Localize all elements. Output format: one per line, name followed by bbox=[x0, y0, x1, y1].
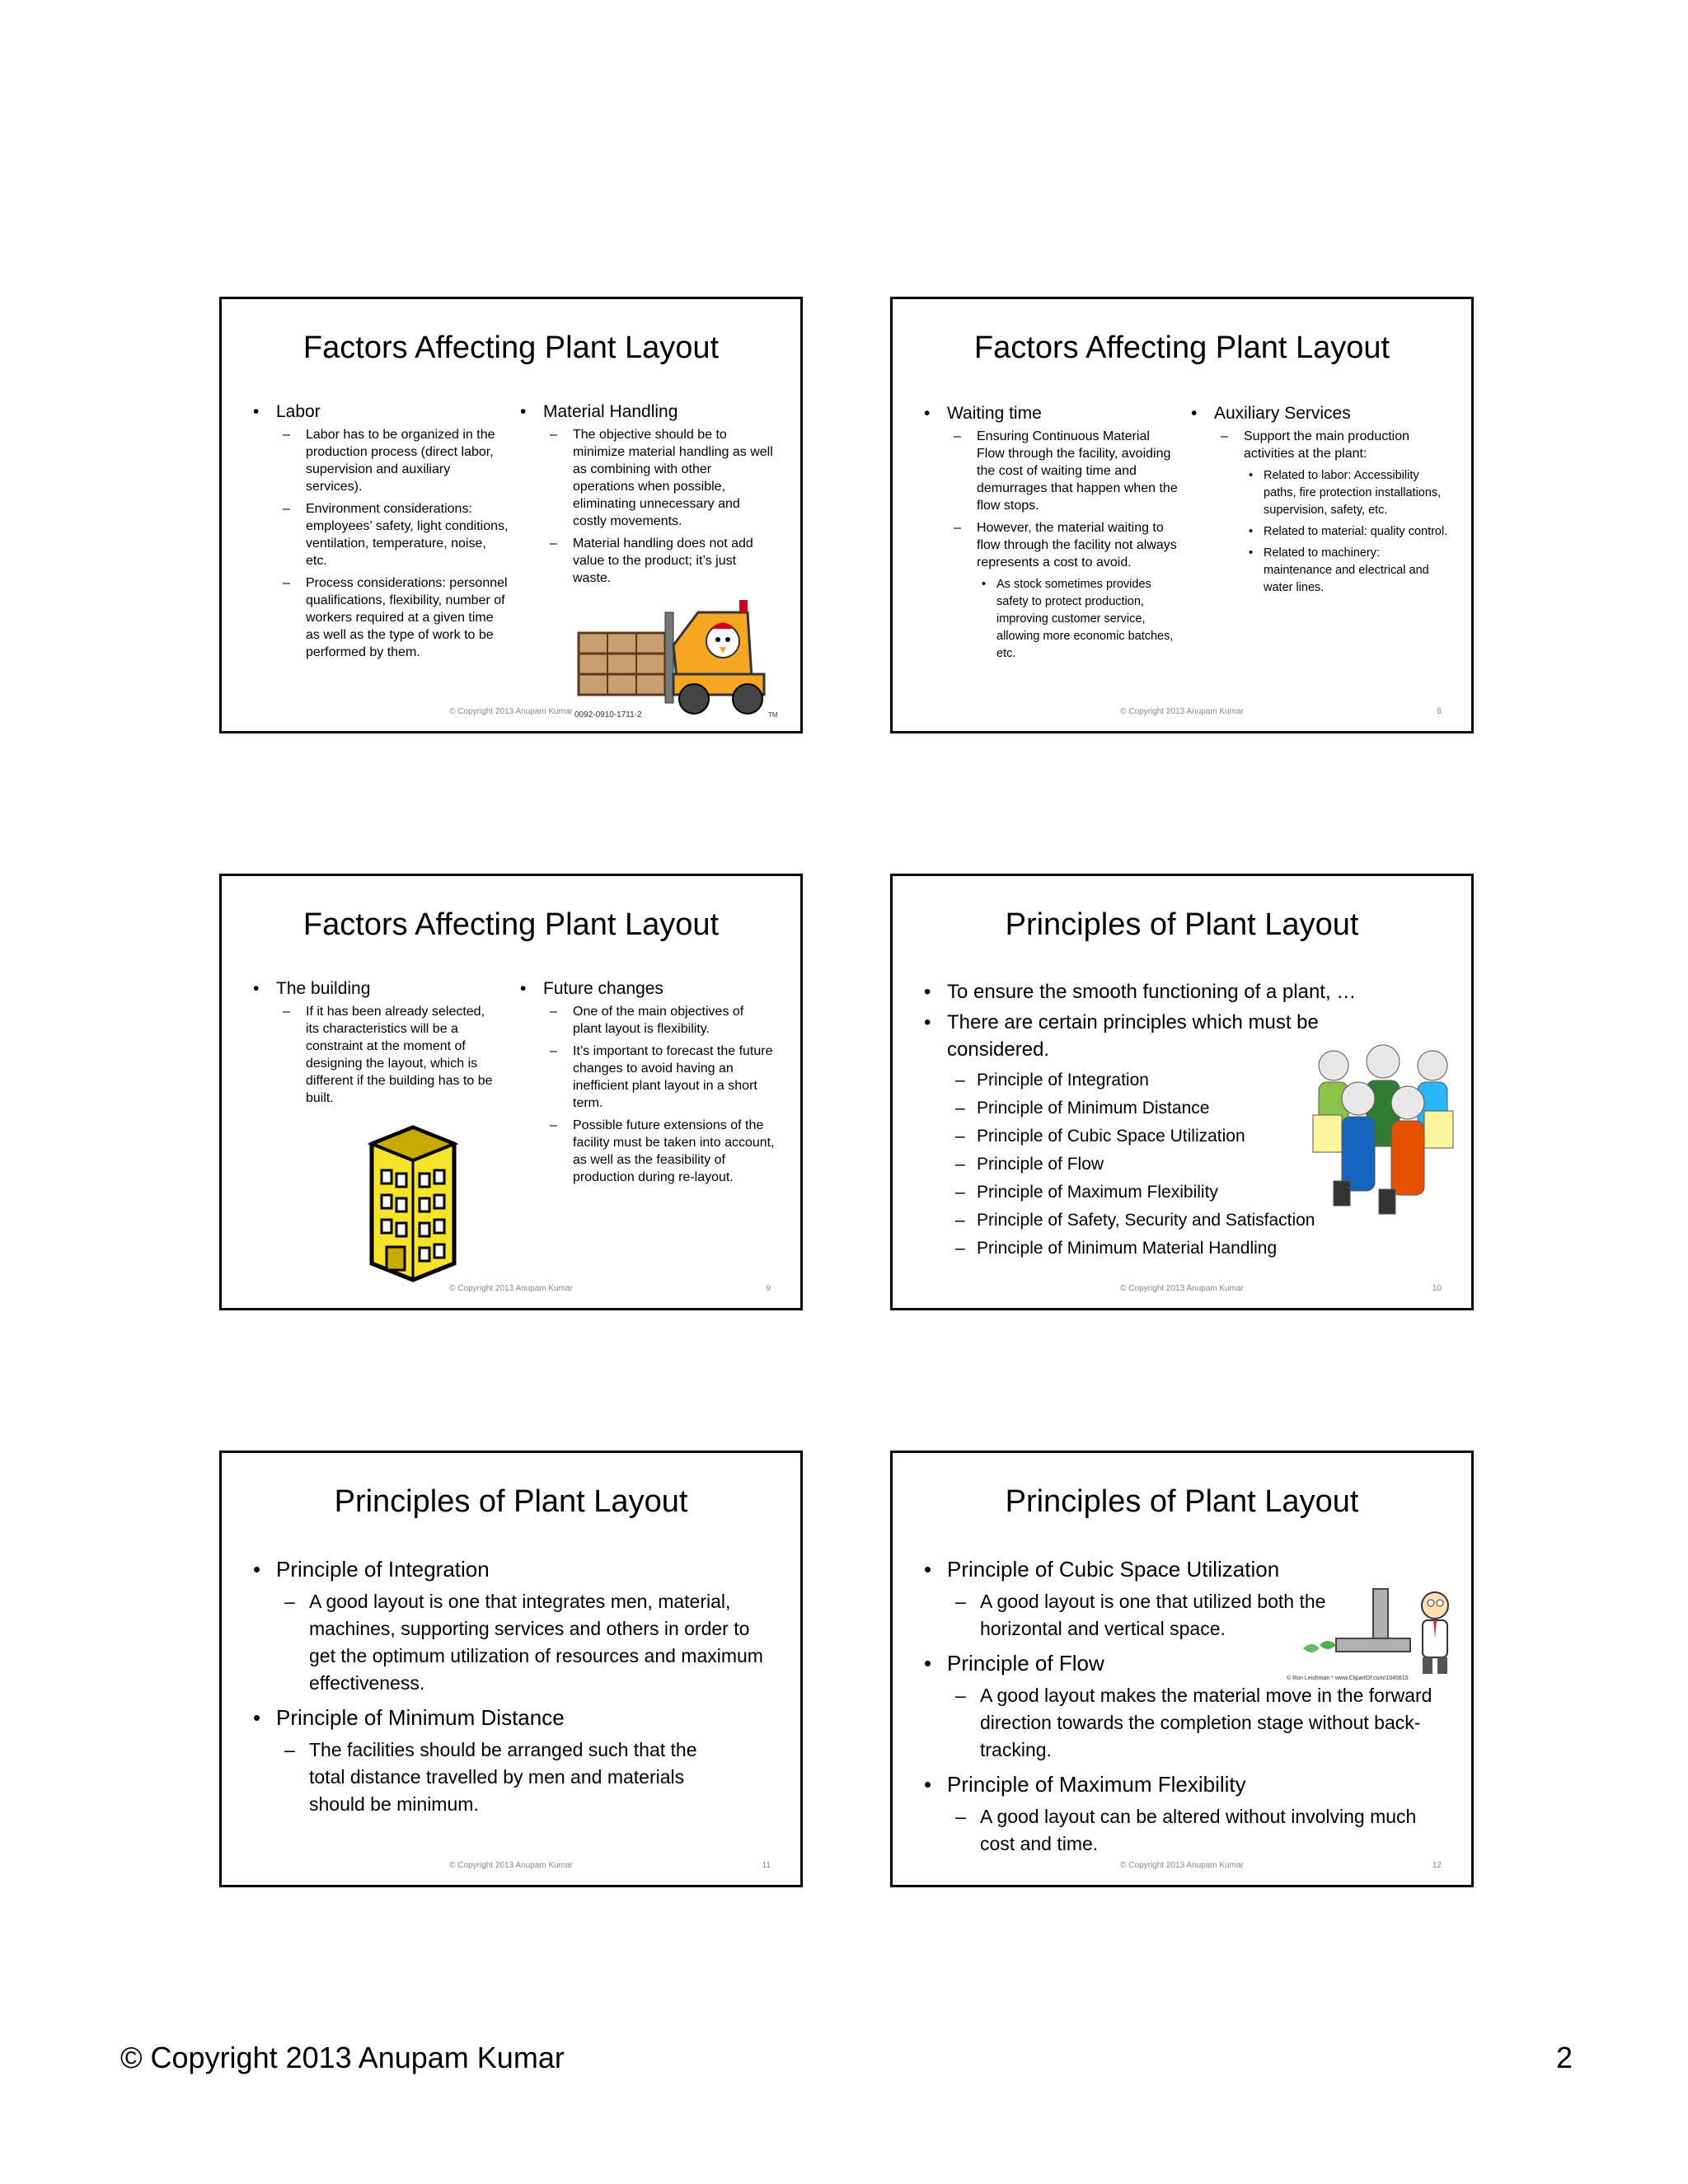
slide-footer: © Copyright 2013 Anupam Kumar bbox=[1120, 1284, 1244, 1293]
slide-7 bbox=[219, 297, 803, 733]
slide-footer: © Copyright 2013 Anupam Kumar bbox=[449, 1284, 573, 1293]
list-item: – Principle of Minimum Material Handling bbox=[954, 1235, 1451, 1263]
business-people-illustration bbox=[1301, 1041, 1465, 1230]
bullet-future-changes: • Future changes bbox=[520, 978, 776, 1000]
forklift-illustration bbox=[574, 596, 789, 719]
slide-footer: © Copyright 2013 Anupam Kumar bbox=[1120, 707, 1244, 716]
slide-footer: © Copyright 2013 Anupam Kumar bbox=[1120, 1861, 1244, 1870]
list-item: – It’s important to forecast the future changes to avoid having an inefficient plant layout in a short term. bbox=[548, 1043, 776, 1112]
slide-title: Factors Affecting Plant Layout bbox=[302, 330, 720, 365]
bullet-labor: • Labor bbox=[253, 401, 509, 423]
list-item: – Support the main production activities at the plant: bbox=[1219, 428, 1451, 462]
list-item: – Principle of Minimum Distance bbox=[954, 1094, 1451, 1122]
list-item: – A good layout is one that utilized both the horizontal and vertical space. bbox=[954, 1588, 1367, 1643]
slide-title: Principles of Plant Layout bbox=[1005, 1484, 1359, 1519]
slide-number: 8 bbox=[1437, 707, 1442, 716]
bullet-principle-of-cubic-space: • Principle of Cubic Space Utilization bbox=[924, 1555, 1451, 1583]
list-item: – A good layout can be altered without involving much cost and time. bbox=[954, 1803, 1451, 1858]
list-item: – Principle of Safety, Security and Satisfaction bbox=[954, 1207, 1451, 1235]
trademark-text: TM bbox=[768, 711, 778, 719]
list-item: – The facilities should be arranged such that the total distance travelled by men and materials should be minimum. bbox=[283, 1736, 738, 1818]
slide-11 bbox=[219, 1451, 803, 1887]
slide-number: 10 bbox=[1432, 1284, 1442, 1293]
list-item: – The objective should be to minimize material handling as well as combining with other operations when possible, eliminating unnecessary and costly movements. bbox=[548, 426, 776, 530]
slide-title: Principles of Plant Layout bbox=[334, 1484, 688, 1519]
list-item: – Principle of Cubic Space Utilization bbox=[954, 1122, 1451, 1151]
list-item: – Environment considerations: employees’ safety, light conditions, ventilation, temperature, noise, etc. bbox=[281, 500, 509, 569]
slide-footer: © Copyright 2013 Anupam Kumar bbox=[449, 707, 573, 716]
slide-10 bbox=[890, 874, 1474, 1310]
slide-8 bbox=[890, 297, 1474, 733]
list-item: – Material handling does not add value to the product; it’s just waste. bbox=[548, 535, 776, 587]
bullet-principle-of-minimum-distance: • Principle of Minimum Distance bbox=[253, 1704, 781, 1732]
list-item: – One of the main objectives of plant layout is flexibility. bbox=[548, 1003, 776, 1038]
slide-number: 11 bbox=[762, 1861, 771, 1870]
bullet-waiting-time: • Waiting time bbox=[924, 403, 1179, 424]
bullet-material-handling: • Material Handling bbox=[520, 401, 776, 423]
list-item: – Principle of Maximum Flexibility bbox=[954, 1179, 1451, 1207]
bullet-principle-of-flow: • Principle of Flow bbox=[924, 1649, 1451, 1677]
bullet-principle-of-maximum-flexibility: • Principle of Maximum Flexibility bbox=[924, 1770, 1451, 1798]
bullet-item: • There are certain principles which must be considered. bbox=[924, 1009, 1359, 1063]
list-item: – Labor has to be organized in the production process (direct labor, supervision and auxiliary services). bbox=[281, 426, 509, 495]
list-item: – A good layout makes the material move in the forward direction towards the completion stage without back-tracking. bbox=[954, 1682, 1451, 1764]
bullet-auxiliary-services: • Auxiliary Services bbox=[1191, 403, 1451, 424]
list-item: – Ensuring Continuous Material Flow through the facility, avoiding the cost of waiting time and demurrages that happen when the flow stops. bbox=[952, 428, 1179, 514]
slide-9 bbox=[219, 874, 803, 1310]
image-id-text: 0092-0910-1711-2 bbox=[574, 710, 642, 719]
list-item: – However, the material waiting to flow through the facility not always represents a cost to avoid. bbox=[952, 519, 1179, 571]
slide-title: Factors Affecting Plant Layout bbox=[302, 907, 720, 942]
slide-title: Factors Affecting Plant Layout bbox=[973, 330, 1390, 365]
slide-number: 12 bbox=[1432, 1861, 1442, 1870]
slide-12 bbox=[890, 1451, 1474, 1887]
list-item: – Principle of Integration bbox=[954, 1066, 1451, 1094]
cartoon-man-pipe-illustration bbox=[1287, 1581, 1468, 1684]
list-subitem: • Related to machinery: maintenance and electrical and water lines. bbox=[1245, 545, 1451, 597]
list-item: – Process considerations: personnel qualifications, flexibility, number of workers required at a given time as well as the type of work to be performed by them. bbox=[281, 574, 509, 661]
bullet-item: • To ensure the smooth functioning of a plant, … bbox=[924, 978, 1451, 1005]
page-copyright: © Copyright 2013 Anupam Kumar bbox=[120, 2041, 565, 2074]
list-item: – Principle of Flow bbox=[954, 1151, 1451, 1179]
bullet-principle-of-integration: • Principle of Integration bbox=[253, 1555, 781, 1583]
list-item: – A good layout is one that integrates men, material, machines, supporting services and others in order to get the optimum utilization of resources and maximum effectiveness. bbox=[283, 1588, 781, 1697]
slide-footer: © Copyright 2013 Anupam Kumar bbox=[449, 1861, 573, 1870]
slide-number: 9 bbox=[766, 1284, 771, 1293]
list-item: – If it has been already selected, its characteristics will be a constraint at the moment of designing the layout, which is different if the building has to be built. bbox=[281, 1003, 500, 1107]
image-credit: © Ron Leishman * www.ClipartOf.com/1045615 bbox=[1287, 1675, 1409, 1681]
list-subitem: • Related to labor: Accessibility paths, fire protection installations, supervision, safety, etc. bbox=[1245, 467, 1451, 519]
building-icon bbox=[363, 1119, 462, 1284]
list-item: – Possible future extensions of the facility must be taken into account, as well as the feasibility of production during re-layout. bbox=[548, 1117, 776, 1186]
list-subitem: • As stock sometimes provides safety to protect production, improving customer service, allowing more economic batches, etc. bbox=[978, 576, 1179, 663]
page-number: 2 bbox=[1555, 2041, 1573, 2074]
bullet-the-building: • The building bbox=[253, 978, 500, 1000]
slide-title: Principles of Plant Layout bbox=[1005, 907, 1359, 942]
list-subitem: • Related to material: quality control. bbox=[1245, 523, 1451, 541]
